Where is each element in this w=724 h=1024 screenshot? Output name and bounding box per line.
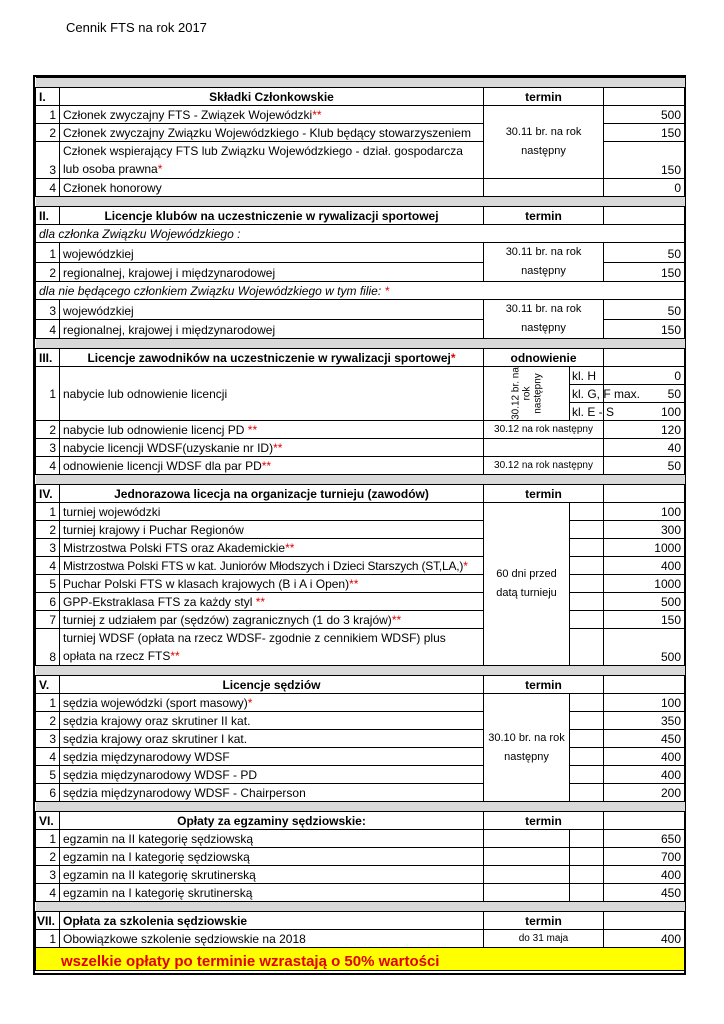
row-number: 2 (36, 262, 60, 282)
price-value: 500 (604, 593, 685, 611)
section-header (36, 676, 685, 694)
price-value: 450 (604, 884, 685, 902)
table-row (36, 866, 685, 884)
row-number: 4 (36, 557, 60, 575)
section-separator (36, 197, 685, 207)
price-value: 100 (604, 694, 685, 712)
section-header (36, 912, 685, 930)
required-mark: ** (349, 577, 359, 591)
row-label: turniej WDSF (opłata na rzecz WDSF- zgodnie z cennikiem WDSF) plus opłata na rzecz FTS** (60, 629, 484, 666)
row-number: 1 (36, 930, 60, 948)
row-label: Członek zwyczajny FTS - Związek Wojewódzki** (60, 106, 484, 124)
row-number: 3 (36, 300, 60, 320)
required-mark: ** (312, 108, 322, 122)
price-value: 400 (604, 930, 685, 948)
price-value: 350 (604, 712, 685, 730)
price-value: 100 (604, 503, 685, 521)
price-value: 400 (604, 766, 685, 784)
termin-cell: 30.10 br. na rok następny (484, 694, 570, 802)
termin-label: odnowienie (484, 349, 604, 367)
termin-cell: 30.12 na rok następny (484, 421, 604, 439)
termin-cell (484, 367, 570, 421)
table-row (36, 575, 685, 593)
section-heading: Opłaty za egzaminy sędziowskie: (60, 812, 484, 830)
required-mark: ** (273, 441, 283, 455)
row-number: 1 (36, 694, 60, 712)
table-row (36, 884, 685, 902)
row-label: wojewódzkiej (60, 243, 484, 263)
row-label: Mistrzostwa Polski FTS w kat. Juniorów Młodszych i Dzieci Starszych (ST,LA,)* (60, 557, 484, 575)
price-value: 0 (604, 179, 685, 197)
row-label: sędzia wojewódzki (sport masowy)* (60, 694, 484, 712)
class-label: kl. G, F max. (570, 385, 604, 403)
table-row (36, 243, 685, 263)
table-row (36, 694, 685, 712)
row-number: 2 (36, 521, 60, 539)
price-value: 650 (604, 830, 685, 848)
table-row (36, 930, 685, 948)
price-value: 150 (604, 611, 685, 629)
price-value: 50 (604, 457, 685, 475)
subheading-row (36, 282, 685, 300)
section-number: VI. (36, 812, 60, 830)
required-mark: * (450, 351, 456, 365)
rotated-termin: 30.12 br. na rok następny (510, 366, 543, 420)
table-row (36, 521, 685, 539)
termin-cell: 30.11 br. na rok następny (484, 106, 604, 179)
row-number: 3 (36, 866, 60, 884)
section-separator (36, 78, 685, 88)
price-value: 400 (604, 557, 685, 575)
subheading-row (36, 225, 685, 243)
row-label: nabycie licencji WDSF(uzyskanie nr ID)** (60, 439, 484, 457)
price-table (35, 77, 685, 971)
price-value: 500 (604, 106, 685, 124)
section-header (36, 88, 685, 106)
row-number: 2 (36, 848, 60, 866)
row-number: 8 (36, 629, 60, 666)
row-number: 1 (36, 830, 60, 848)
table-row (36, 848, 685, 866)
row-number: 4 (36, 457, 60, 475)
required-mark: ** (285, 541, 295, 555)
termin-cell: 30.12 na rok następny (484, 457, 604, 475)
section-heading: Opłata za szkolenia sędziowskie (60, 912, 484, 930)
row-label: sędzia krajowy oraz skrutiner I kat. (60, 730, 484, 748)
required-mark: ** (170, 649, 180, 663)
row-number: 5 (36, 575, 60, 593)
termin-cell: 30.11 br. na rok następny (484, 300, 604, 339)
section-header (36, 485, 685, 503)
price-value: 500 (604, 629, 685, 666)
section-heading: Licencje sędziów (60, 676, 484, 694)
table-row (36, 748, 685, 766)
required-mark: * (384, 284, 390, 298)
class-label: kl. H (570, 367, 604, 385)
row-number: 4 (36, 319, 60, 339)
price-value: 150 (604, 262, 685, 282)
section-separator (36, 475, 685, 485)
price-value: 150 (604, 124, 685, 142)
table-row (36, 367, 685, 385)
price-value: 400 (604, 748, 685, 766)
section-number: I. (36, 88, 60, 106)
row-label: egzamin na II kategorię skrutinerską (60, 866, 484, 884)
price-value: 50 (604, 385, 685, 403)
row-number: 5 (36, 766, 60, 784)
table-row (36, 439, 685, 457)
row-number: 3 (36, 539, 60, 557)
row-number: 3 (36, 142, 60, 179)
table-row (36, 539, 685, 557)
table-row (36, 611, 685, 629)
table-row (36, 830, 685, 848)
price-value: 1000 (604, 539, 685, 557)
section-heading: Składki Członkowskie (60, 88, 484, 106)
row-label: Członek wspierający FTS lub Związku Wojewódzkiego - dział. gospodarcza lub osoba prawna* (60, 142, 484, 179)
row-number: 4 (36, 179, 60, 197)
section-separator (36, 902, 685, 912)
termin-cell: do 31 maja (484, 930, 604, 948)
row-label: egzamin na I kategorię skrutinerską (60, 884, 484, 902)
row-number: 3 (36, 730, 60, 748)
table-row (36, 179, 685, 197)
price-value: 100 (604, 403, 685, 421)
row-number: 1 (36, 106, 60, 124)
section-separator (36, 802, 685, 812)
section-separator (36, 339, 685, 349)
termin-label: termin (484, 207, 604, 225)
termin-cell: 60 dni przed datą turnieju (484, 503, 570, 666)
price-value: 200 (604, 784, 685, 802)
price-value: 450 (604, 730, 685, 748)
required-mark: * (463, 559, 468, 573)
price-value: 1000 (604, 575, 685, 593)
termin-label: termin (484, 676, 604, 694)
late-fee-notice: wszelkie opłaty po terminie wzrastają o 50% wartości (36, 948, 685, 971)
row-label: egzamin na I kategorię sędziowską (60, 848, 484, 866)
table-row (36, 503, 685, 521)
termin-label: termin (484, 485, 604, 503)
section-heading: Licencje klubów na uczestniczenie w rywalizacji sportowej (60, 207, 484, 225)
row-number: 2 (36, 712, 60, 730)
section-heading: Jednorazowa licecja na organizacje turnieju (zawodów) (60, 485, 484, 503)
row-number: 7 (36, 611, 60, 629)
section-number: II. (36, 207, 60, 225)
table-row (36, 300, 685, 320)
document-title: Cennik FTS na rok 2017 (66, 20, 207, 35)
price-value: 150 (604, 142, 685, 179)
row-label: nabycie lub odnowienie licencj PD ** (60, 421, 484, 439)
row-label: Członek honorowy (60, 179, 484, 197)
row-number: 2 (36, 421, 60, 439)
section-separator (36, 666, 685, 676)
subheading: dla członka Związku Wojewódzkiego : (36, 225, 685, 243)
table-row (36, 784, 685, 802)
row-number: 2 (36, 124, 60, 142)
row-number: 1 (36, 503, 60, 521)
required-mark: * (247, 696, 253, 710)
row-number: 4 (36, 748, 60, 766)
table-row (36, 629, 685, 666)
section-header (36, 207, 685, 225)
row-label: Członek zwyczajny Związku Wojewódzkiego - Klub będący stowarzyszeniem (60, 124, 484, 142)
required-mark: ** (391, 613, 402, 627)
required-mark: ** (247, 423, 258, 437)
section-number: VII. (36, 912, 60, 930)
row-number: 6 (36, 784, 60, 802)
subheading: dla nie będącego członkiem Związku Wojewódzkiego w tym filie: * (36, 282, 685, 300)
table-row (36, 766, 685, 784)
row-label: nabycie lub odnowienie licencji (60, 367, 484, 421)
row-number: 6 (36, 593, 60, 611)
required-mark: * (157, 162, 163, 176)
row-label: sędzia międzynarodowy WDSF - PD (60, 766, 484, 784)
termin-label: termin (484, 912, 604, 930)
table-row (36, 593, 685, 611)
price-value: 120 (604, 421, 685, 439)
row-label: sędzia międzynarodowy WDSF - Chairperson (60, 784, 484, 802)
price-value: 150 (604, 319, 685, 339)
row-label: Puchar Polski FTS w klasach krajowych (B i A i Open)** (60, 575, 484, 593)
required-mark: ** (261, 459, 272, 473)
table-row (36, 106, 685, 124)
row-number: 4 (36, 884, 60, 902)
row-label: regionalnej, krajowej i międzynarodowej (60, 319, 484, 339)
section-number: V. (36, 676, 60, 694)
row-number: 1 (36, 367, 60, 421)
table-row (36, 457, 685, 475)
row-number: 1 (36, 243, 60, 263)
row-label: GPP-Ekstraklasa FTS za każdy styl ** (60, 593, 484, 611)
class-label: kl. E - S (570, 403, 604, 421)
footer-row (36, 948, 685, 971)
section-header (36, 349, 685, 367)
section-number: III. (36, 349, 60, 367)
row-number: 3 (36, 439, 60, 457)
row-label: egzamin na II kategorię sędziowską (60, 830, 484, 848)
price-value: 700 (604, 848, 685, 866)
price-table-frame (33, 75, 686, 975)
required-mark: ** (255, 595, 266, 609)
table-row (36, 557, 685, 575)
row-label: sędzia krajowy oraz skrutiner II kat. (60, 712, 484, 730)
price-value: 50 (604, 300, 685, 320)
section-header (36, 812, 685, 830)
price-value: 300 (604, 521, 685, 539)
row-label: wojewódzkiej (60, 300, 484, 320)
price-value: 50 (604, 243, 685, 263)
section-heading: Licencje zawodników na uczestniczenie w rywalizacji sportowej* (60, 349, 484, 367)
termin-label: termin (484, 812, 604, 830)
termin-label: termin (484, 88, 604, 106)
row-label: Obowiązkowe szkolenie sędziowskie na 2018 (60, 930, 484, 948)
table-row (36, 421, 685, 439)
row-label: turniej krajowy i Puchar Regionów (60, 521, 484, 539)
price-value: 0 (604, 367, 685, 385)
row-label: sędzia międzynarodowy WDSF (60, 748, 484, 766)
row-label: odnowienie licencji WDSF dla par PD** (60, 457, 484, 475)
row-label: Mistrzostwa Polski FTS oraz Akademickie** (60, 539, 484, 557)
price-value: 40 (604, 439, 685, 457)
price-value: 400 (604, 866, 685, 884)
row-label: regionalnej, krajowej i międzynarodowej (60, 262, 484, 282)
section-number: IV. (36, 485, 60, 503)
row-label: turniej z udziałem par (sędzów) zagranicznych (1 do 3 krajów)** (60, 611, 484, 629)
termin-cell: 30.11 br. na rok następny (484, 243, 604, 282)
table-row (36, 730, 685, 748)
row-label: turniej wojewódzki (60, 503, 484, 521)
table-row (36, 712, 685, 730)
